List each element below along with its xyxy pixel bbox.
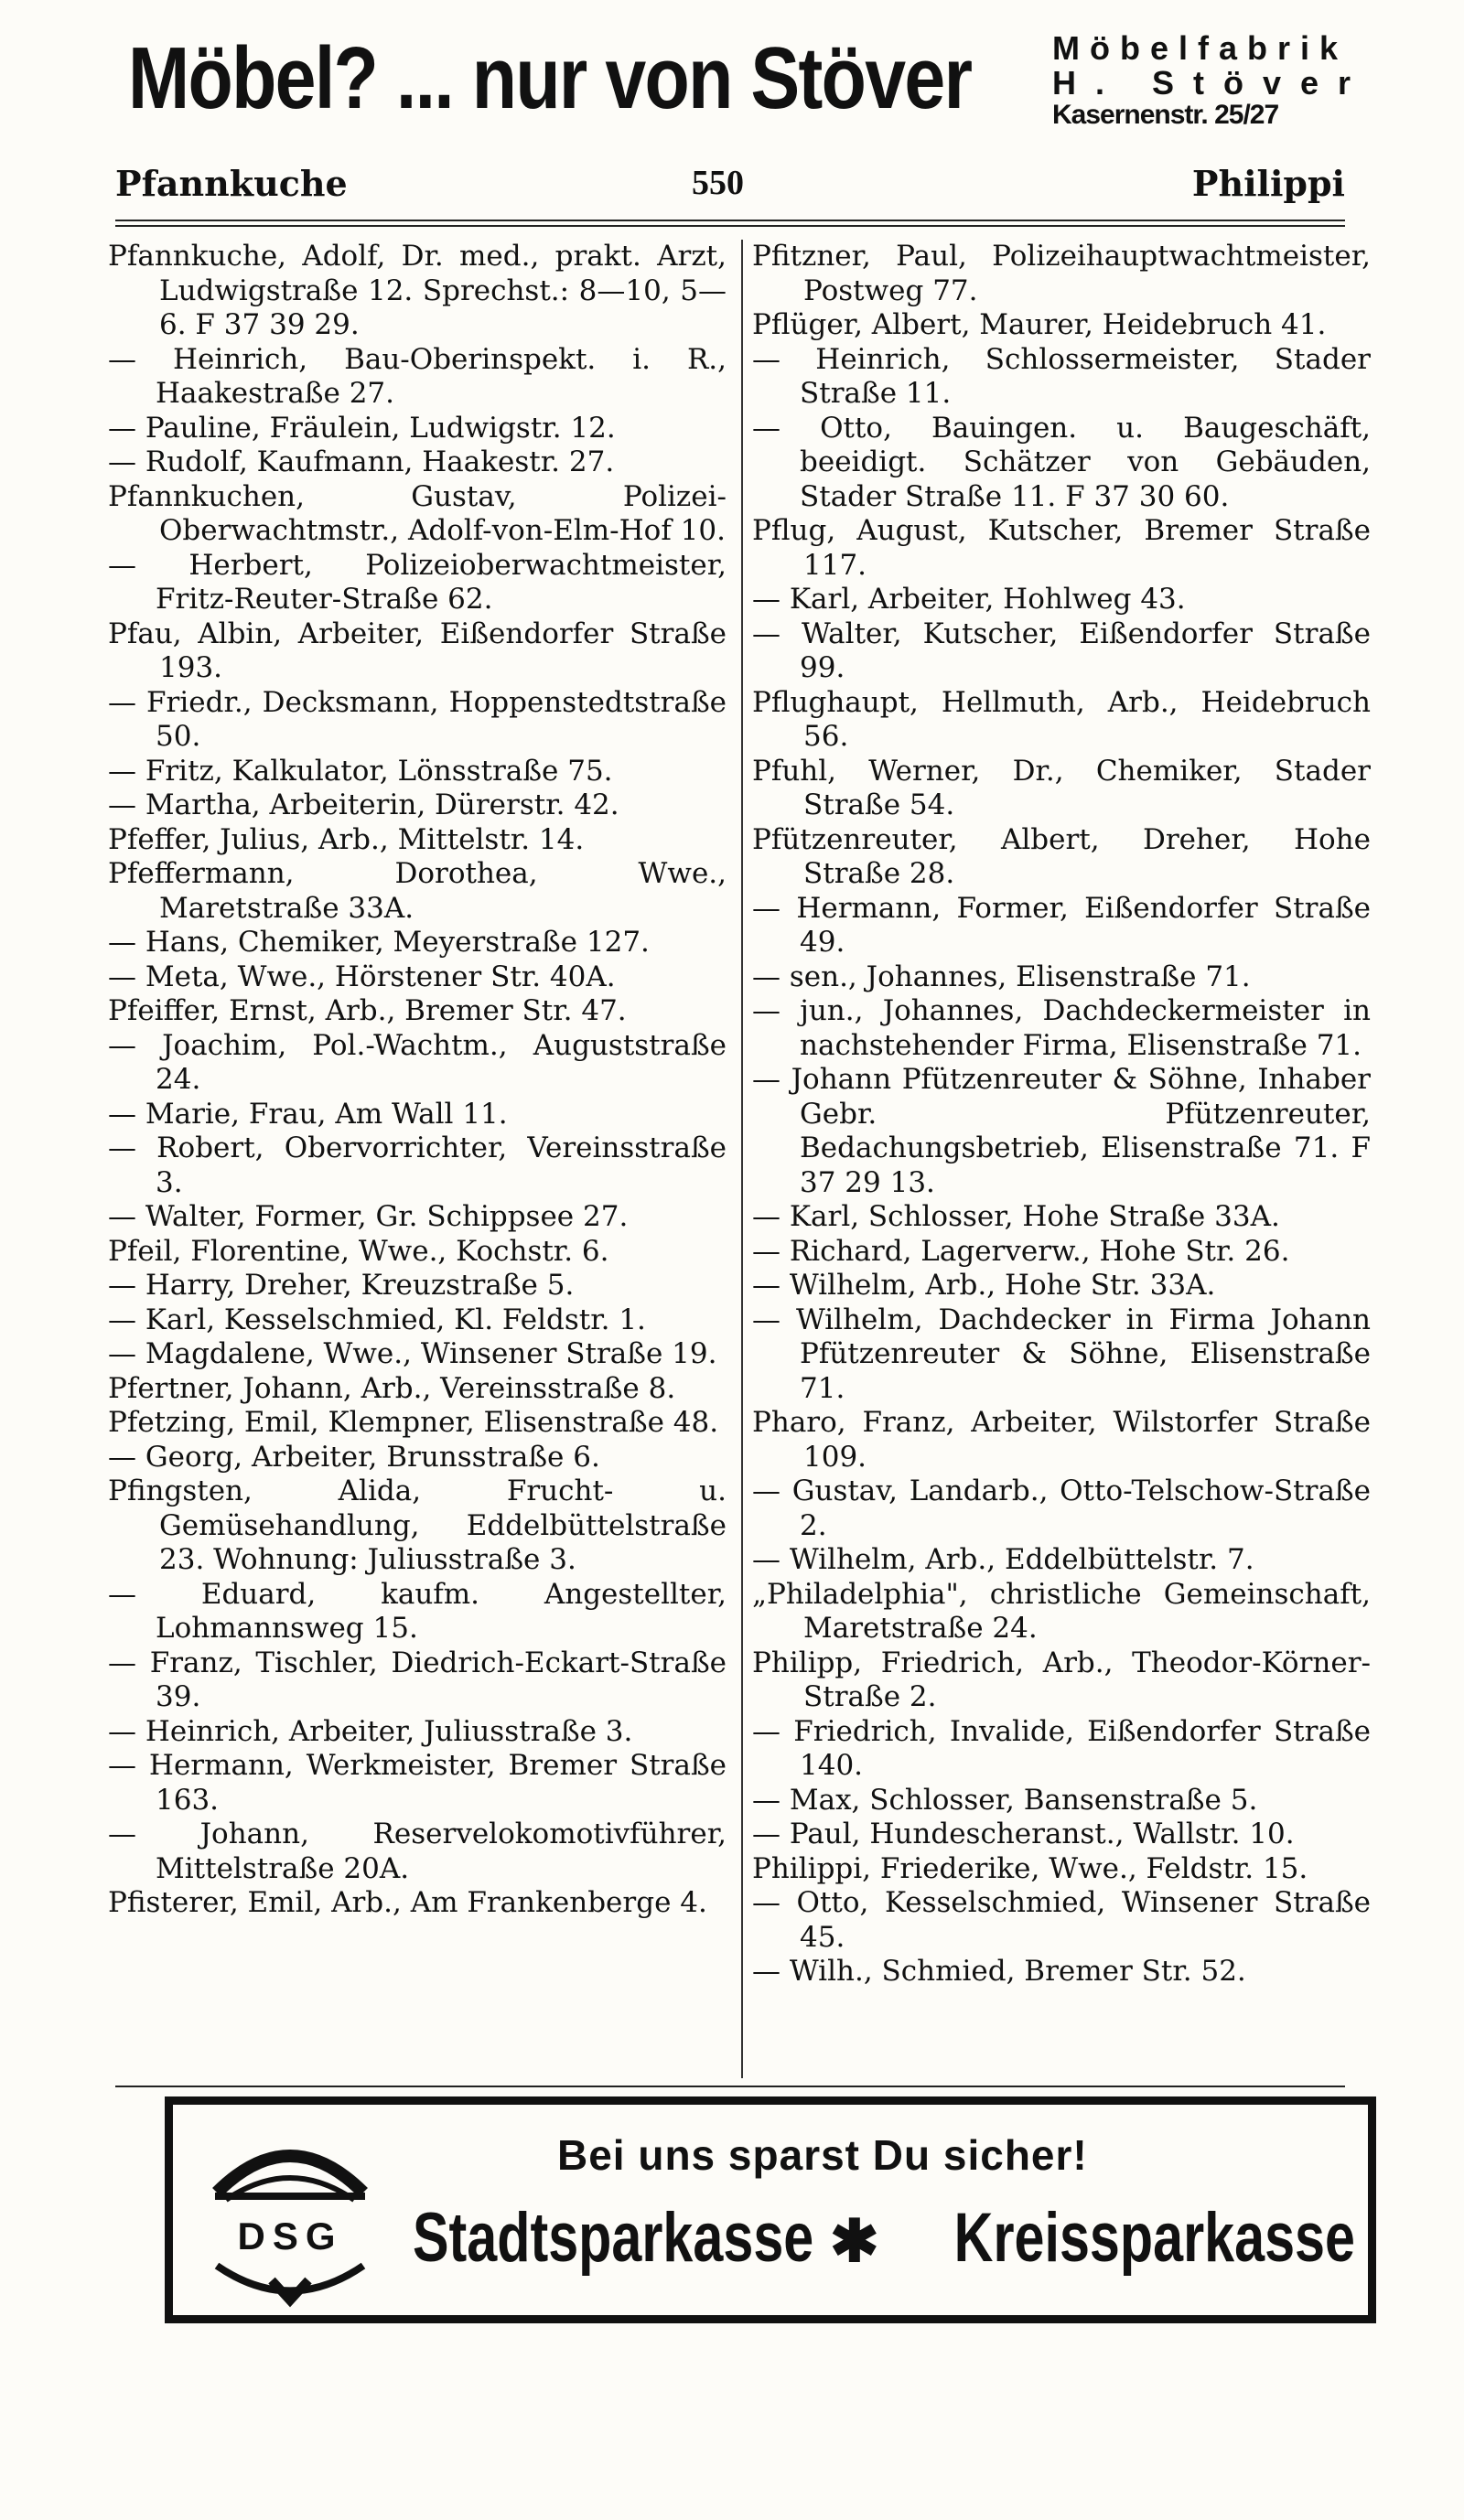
directory-entry: — jun., Johannes, Dachdeckermeister in nachstehender Firma, Elisenstraße 71. bbox=[752, 994, 1371, 1062]
directory-entry: Pfeil, Florentine, Wwe., Kochstr. 6. bbox=[108, 1234, 609, 1268]
header-rule-double bbox=[115, 225, 1345, 227]
directory-entry: — Max, Schlosser, Bansenstraße 5. bbox=[752, 1783, 1258, 1817]
directory-entry: Pharo, Franz, Arbeiter, Wilstorfer Straße 109. bbox=[752, 1406, 1371, 1474]
logo-lettering: DSG bbox=[237, 2214, 343, 2257]
ad-firm-line2: H. Stöver bbox=[1052, 63, 1371, 102]
directory-entry: — Otto, Kesselschmied, Winsener Straße 45. bbox=[752, 1886, 1371, 1954]
header-rule bbox=[115, 220, 1345, 221]
directory-entry: Philippi, Friederike, Wwe., Feldstr. 15. bbox=[752, 1851, 1308, 1885]
directory-entry: Pfeiffer, Ernst, Arb., Bremer Str. 47. bbox=[108, 994, 627, 1027]
directory-entry: — Fritz, Kalkulator, Lönsstraße 75. bbox=[108, 754, 613, 788]
directory-entry: — Hans, Chemiker, Meyerstraße 127. bbox=[108, 926, 650, 959]
directory-entry: — Walter, Kutscher, Eißendorfer Straße 99. bbox=[752, 617, 1371, 684]
directory-entry: — Franz, Tischler, Diedrich-Eckart-Straße 39. bbox=[108, 1646, 727, 1713]
directory-entry: — Eduard, kaufm. Angestellter, Lohmannsweg 15. bbox=[108, 1577, 727, 1645]
directory-entry: — Pauline, Fräulein, Ludwigstr. 12. bbox=[108, 411, 616, 445]
bank-slogan: Bei uns sparst Du sicher! bbox=[557, 2131, 1088, 2179]
bank-name-stadtsparkasse: Stadtsparkasse bbox=[413, 2199, 814, 2277]
directory-entry: — Wilhelm, Dachdecker in Firma Johann Pfützenreuter & Söhne, Elisenstraße 71. bbox=[752, 1303, 1371, 1405]
directory-entry: — Karl, Arbeiter, Hohlweg 43. bbox=[752, 583, 1186, 616]
right-column bbox=[752, 240, 1371, 1989]
directory-entry: Pflüger, Albert, Maurer, Heidebruch 41. bbox=[752, 308, 1327, 341]
directory-entry: — Herbert, Polizeioberwachtmeister, Fritz-Reuter-Straße 62. bbox=[108, 548, 727, 616]
directory-entry: — Marie, Frau, Am Wall 11. bbox=[108, 1097, 508, 1131]
directory-entry: — Harry, Dreher, Kreuzstraße 5. bbox=[108, 1269, 575, 1302]
directory-entry: — Robert, Obervorrichter, Vereinsstraße 3. bbox=[108, 1131, 727, 1199]
directory-entry: — Heinrich, Schlossermeister, Stader Straße 11. bbox=[752, 342, 1371, 410]
directory-entry: — Paul, Hundescheranst., Wallstr. 10. bbox=[752, 1818, 1295, 1850]
directory-entry: — Meta, Wwe., Hörstener Str. 40A. bbox=[108, 960, 616, 993]
page-number: 550 bbox=[692, 164, 744, 202]
directory-entry: Pfeffer, Julius, Arb., Mittelstr. 14. bbox=[108, 822, 585, 856]
directory-entry: — Joachim, Pol.-Wachtm., Auguststraße 24. bbox=[108, 1028, 727, 1096]
left-column bbox=[108, 240, 727, 1921]
directory-entry: — Heinrich, Arbeiter, Juliusstraße 3. bbox=[108, 1714, 633, 1748]
ad-slogan: Möbel? ... nur von Stöver bbox=[128, 29, 972, 127]
bank-name-kreissparkasse: Kreissparkasse bbox=[953, 2199, 1355, 2277]
directory-entry: — Magdalene, Wwe., Winsener Straße 19. bbox=[108, 1337, 717, 1370]
directory-entry: — Hermann, Werkmeister, Bremer Straße 163. bbox=[108, 1749, 727, 1817]
directory-entry: — Hermann, Former, Eißendorfer Straße 49. bbox=[752, 891, 1371, 959]
directory-entry: Pfannkuchen, Gustav, Polizei-Oberwachtmstr., Adolf-von-Elm-Hof 10. bbox=[108, 479, 727, 547]
ad-firm-block bbox=[1052, 29, 1371, 130]
directory-entry: — Wilhelm, Arb., Hohe Str. 33A. bbox=[752, 1269, 1216, 1302]
directory-entry: Pfuhl, Werner, Dr., Chemiker, Stader Straße 54. bbox=[752, 754, 1371, 821]
directory-entry: — Karl, Kesselschmied, Kl. Feldstr. 1. bbox=[108, 1303, 646, 1336]
top-advertisement bbox=[128, 27, 1371, 155]
directory-entry: Pfertner, Johann, Arb., Vereinsstraße 8. bbox=[108, 1371, 676, 1405]
directory-entry: Philipp, Friedrich, Arb., Theodor-Körner-Straße 2. bbox=[752, 1646, 1371, 1713]
directory-entry: Pfitzner, Paul, Polizeihauptwachtmeister, Postweg 77. bbox=[752, 240, 1371, 307]
directory-entry: Pfeffermann, Dorothea, Wwe., Maretstraße 33A. bbox=[108, 857, 727, 925]
directory-entry: — Gustav, Landarb., Otto-Telschow-Straße 2. bbox=[752, 1474, 1371, 1542]
savings-bank-logo bbox=[199, 2129, 382, 2311]
bank-names bbox=[413, 2194, 1355, 2304]
directory-entry: — Georg, Arbeiter, Brunsstraße 6. bbox=[108, 1440, 600, 1474]
directory-entry: Pfisterer, Emil, Arb., Am Frankenberge 4. bbox=[108, 1886, 707, 1919]
directory-entry: Pfau, Albin, Arbeiter, Eißendorfer Straße 193. bbox=[108, 617, 727, 684]
directory-entry: — sen., Johannes, Elisenstraße 71. bbox=[752, 960, 1251, 993]
directory-entry: — Walter, Former, Gr. Schippsee 27. bbox=[108, 1200, 629, 1233]
directory-entry: — Friedr., Decksmann, Hoppenstedtstraße 50. bbox=[108, 685, 727, 753]
directory-entry: — Otto, Bauingen. u. Baugeschäft, beeidigt. Schätzer von Gebäuden, Stader Straße 11. F 37 30 60. bbox=[752, 411, 1371, 513]
directory-entry: — Wilh., Schmied, Bremer Str. 52. bbox=[752, 1955, 1246, 1988]
header-first-entry: Pfannkuche bbox=[115, 163, 348, 204]
directory-entry: — Wilhelm, Arb., Eddelbüttelstr. 7. bbox=[752, 1543, 1254, 1576]
directory-entry: — Johann Pfützenreuter & Söhne, Inhaber Gebr. Pfützenreuter, Bedachungsbetrieb, Elisenstraße 71. F 37 29 13. bbox=[752, 1063, 1371, 1199]
directory-entry: — Heinrich, Bau-Oberinspekt. i. R., Haakestraße 27. bbox=[108, 342, 727, 410]
running-header bbox=[115, 163, 1345, 218]
ad-firm-line1: Möbelfabrik bbox=[1052, 29, 1349, 67]
column-divider bbox=[741, 240, 743, 2078]
star-separator-icon: ✱ bbox=[830, 2208, 879, 2274]
directory-entry: Pflug, August, Kutscher, Bremer Straße 117. bbox=[752, 514, 1371, 582]
directory-entry: Pfetzing, Emil, Klempner, Elisenstraße 48. bbox=[108, 1406, 719, 1439]
directory-entry: — Johann, Reservelokomotivführer, Mittelstraße 20A. bbox=[108, 1818, 727, 1885]
header-last-entry: Philippi bbox=[1191, 163, 1345, 204]
directory-entry: Pflughaupt, Hellmuth, Arb., Heidebruch 56. bbox=[752, 685, 1371, 753]
directory-entry: — Karl, Schlosser, Hohe Straße 33A. bbox=[752, 1200, 1280, 1233]
directory-entry: „Philadelphia", christliche Gemeinschaft, Maretstraße 24. bbox=[752, 1577, 1371, 1645]
directory-entry: — Richard, Lagerverw., Hohe Str. 26. bbox=[752, 1234, 1290, 1268]
directory-entry: Pfützenreuter, Albert, Dreher, Hohe Straße 28. bbox=[752, 822, 1371, 890]
directory-entry: — Friedrich, Invalide, Eißendorfer Straße 140. bbox=[752, 1714, 1371, 1782]
bottom-advertisement bbox=[165, 2096, 1376, 2323]
ad-firm-address: Kasernenstr. 25/27 bbox=[1052, 99, 1279, 130]
directory-entry: Pfingsten, Alida, Frucht- u. Gemüsehandlung, Eddelbüttelstraße 23. Wohnung: Juliusstraße 3. bbox=[108, 1474, 727, 1576]
directory-entry: Pfannkuche, Adolf, Dr. med., prakt. Arzt, Ludwigstraße 12. Sprechst.: 8—10, 5—6. F 37 39 29. bbox=[108, 240, 727, 341]
directory-entry: — Rudolf, Kaufmann, Haakestr. 27. bbox=[108, 445, 615, 478]
footer-rule bbox=[115, 2086, 1345, 2087]
directory-entry: — Martha, Arbeiterin, Dürerstr. 42. bbox=[108, 788, 619, 821]
